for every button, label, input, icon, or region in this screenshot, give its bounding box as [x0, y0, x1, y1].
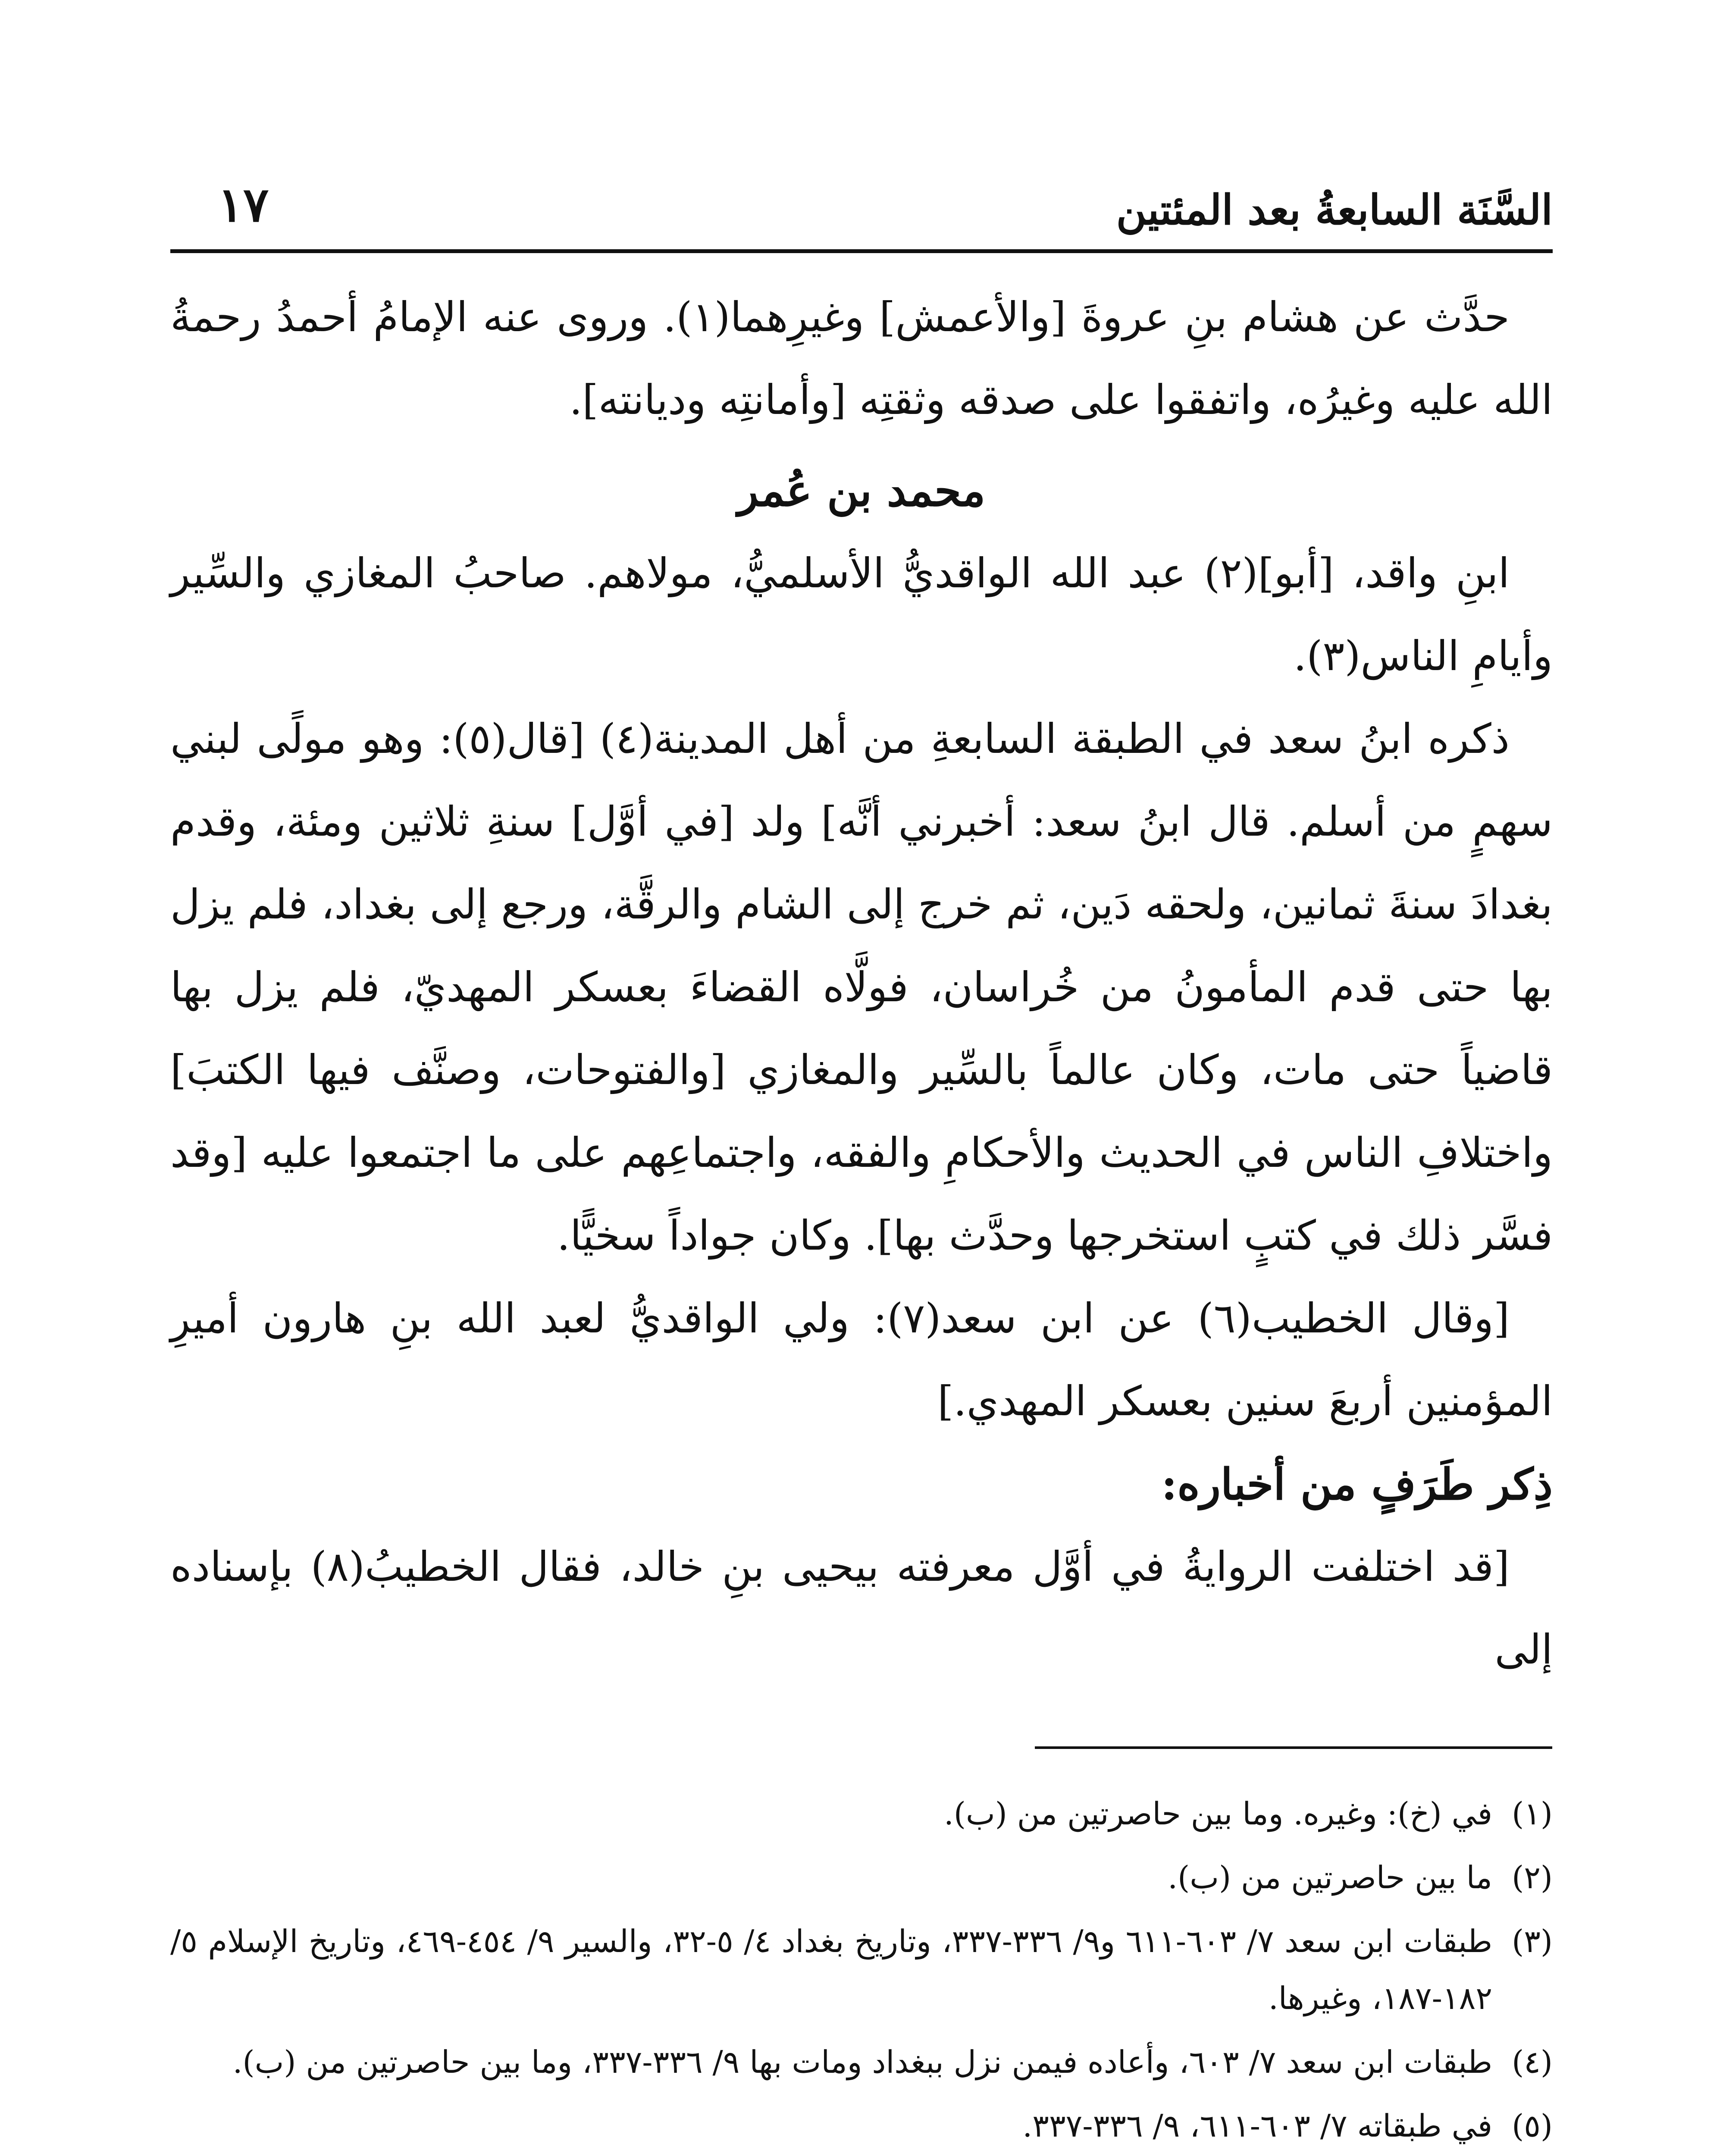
section-heading-biography: محمد بن عُمر: [737, 465, 986, 516]
footnote-text: طبقات ابن سعد ٧/ ٦٠٣-٦١١ و٩/ ٣٣٦-٣٣٧، وتاريخ بغداد ٤/ ٥-٣٢، والسير ٩/ ٤٥٤-٤٦٩، وتاريخ الإسلام ٥/ ١٨٢-١٨٧، وغيرها.: [170, 1923, 1493, 2016]
footnote: [170, 2034, 1553, 2090]
footnotes: [170, 1785, 1553, 2156]
footnote-number: (٤): [1512, 2044, 1553, 2080]
footnote: [170, 1913, 1553, 2027]
footnote-text: في (خ): وغيره. وما بين حاصرتين من (ب).: [944, 1796, 1492, 1832]
paragraph-1: حدَّث عن هشام بنِ عروةَ [والأعمش] وغيرِهما(١). وروى عنه الإمامُ أحمدُ رحمةُ الله عليه وغيرُه، واتفقوا على صدقه وثقتِه [وأمانتِه وديانته].: [170, 294, 1553, 424]
footnote-number: (٢): [1512, 1859, 1553, 1896]
footnote-number: (٥): [1512, 2108, 1553, 2144]
section-heading-news: ذِكر طَرَفٍ من أخباره:: [1161, 1459, 1553, 1510]
running-title: السَّنَة السابعةُ بعد المئتين: [1116, 185, 1553, 234]
footnote-separator: [1035, 1746, 1552, 1749]
page-number: ١٧: [218, 177, 269, 232]
footnote-text: في طبقاته ٧/ ٦٠٣-٦١١، ٩/ ٣٣٦-٣٣٧.: [1022, 2108, 1492, 2144]
footnote-number: (١): [1512, 1796, 1553, 1832]
footnote: [170, 1849, 1553, 1906]
page-header: [170, 168, 1553, 246]
paragraph-2: ابنِ واقد، [أبو](٢) عبد الله الواقديُّ الأسلميُّ، مولاهم. صاحبُ المغازي والسِّير وأيامِ الناس(٣).: [170, 550, 1553, 680]
paragraph-3: ذكره ابنُ سعد في الطبقة السابعةِ من أهل المدينة(٤) [قال(٥): وهو مولًى لبني سهمٍ من أسلم. قال ابنُ سعد: أخبرني أنَّه] ولد [في أوَّل] سنةِ ثلاثين ومئة، وقدم بغدادَ سنةَ ثمانين، ولحقه دَين، ثم خرج إلى الشام والرقَّة، ورجع إلى بغداد، فلم يزل بها حتى قدم المأمونُ من خُراسان، فولَّاه القضاءَ بعسكر المهديّ، فلم يزل بها قاضياً حتى مات، وكان عالماً بالسِّير والمغازي [والفتوحات، وصنَّف فيها الكتبَ] واختلافِ الناس في الحديث والأحكامِ والفقه، واجتماعِهم على ما اجتمعوا عليه [وقد فسَّر ذلك في كتبٍ استخرجها وحدَّث بها]. وكان جواداً سخيًّا.: [170, 715, 1553, 1260]
paragraph-4: [وقال الخطيب(٦) عن ابن سعد(٧): ولي الواقديُّ لعبد الله بنِ هارون أميرِ المؤمنين أربعَ سنين بعسكر المهدي.]: [170, 1295, 1553, 1425]
paragraph-5: [قد اختلفت الروايةُ في أوَّل معرفته بيحيى بنِ خالد، فقال الخطيبُ(٨) بإسناده إلى: [170, 1543, 1553, 1673]
footnote-text: طبقات ابن سعد ٧/ ٦٠٣، وأعاده فيمن نزل ببغداد ومات بها ٩/ ٣٣٦-٣٣٧، وما بين حاصرتين من (ب).: [232, 2044, 1492, 2080]
footnote: [170, 2097, 1553, 2154]
main-text: [170, 276, 1553, 1691]
footnote-text: ما بين حاصرتين من (ب).: [1168, 1859, 1492, 1896]
footnote-number: (٣): [1512, 1923, 1553, 1959]
header-rule: [170, 249, 1553, 253]
footnote: [170, 1785, 1553, 1842]
